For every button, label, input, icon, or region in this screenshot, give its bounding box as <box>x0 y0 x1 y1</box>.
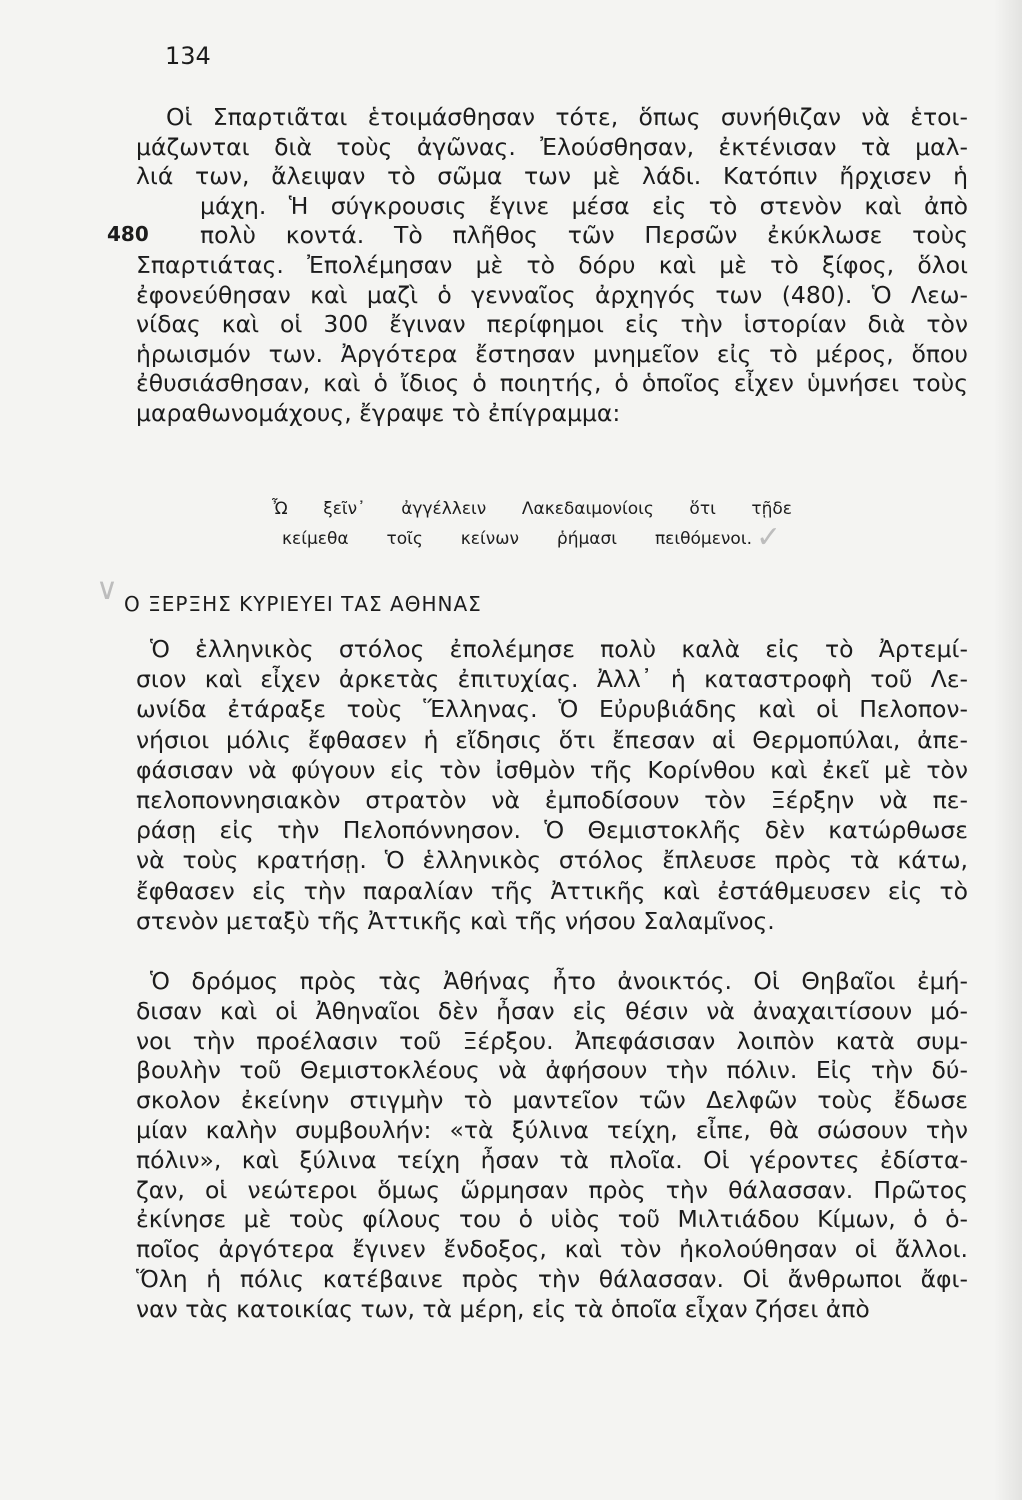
page-number: 134 <box>165 42 211 70</box>
text-line: σκολον ἐκείνην στιγμὴν τὸ μαντεῖον τῶν Δελφῶν τοὺς ἔδωσε <box>136 1086 968 1115</box>
text-line: ράσῃ εἰς τὴν Πελοπόννησον. Ὁ Θεμιστοκλῆς δὲν κατώρθωσε <box>136 816 968 845</box>
text-line: ἐκίνησε μὲ τοὺς φίλους του ὁ υἱὸς τοῦ Μιλτιάδου Κίμων, ὁ ὁ- <box>136 1205 968 1234</box>
text-line: σιον καὶ εἶχεν ἀρκετὰς ἐπιτυχίας. Ἀλλ᾿ ἡ καταστροφὴ τοῦ Λε- <box>136 665 968 694</box>
text-line: ωνίδα ἐτάραξε τοὺς Ἕλληνας. Ὁ Εὐρυβιάδης καὶ οἱ Πελοπον- <box>136 695 968 724</box>
text-line: Ὅλη ἡ πόλις κατέβαινε πρὸς τὴν θάλασσαν. Οἱ ἄνθρωποι ἄφι- <box>136 1265 968 1293</box>
section-heading: Ο ΞΕΡΞΗΣ ΚΥΡΙΕΥΕΙ ΤΑΣ ΑΘΗΝΑΣ <box>124 592 482 616</box>
text-line: μαραθωνομάχους, ἔγραψε τὸ ἐπίγραμμα: <box>136 399 621 427</box>
pencil-checkmark-icon: ✓ <box>756 520 782 555</box>
text-line: νοι τὴν προέλασιν τοῦ Ξέρξου. Ἀπεφάσισαν λοιπὸν κατὰ συμ- <box>136 1026 968 1055</box>
text-line: ἔφθασεν εἰς τὴν παραλίαν τῆς Ἀττικῆς καὶ ἐστάθμευσεν εἰς τὸ <box>136 876 968 905</box>
text-line: μάζωνται διὰ τοὺς ἀγῶνας. Ἐλούσθησαν, ἐκτένισαν τὰ μαλ- <box>136 132 968 161</box>
text-line: Ὁ δρόμος πρὸς τὰς Ἀθήνας ἦτο ἀνοικτός. Οἱ Θηβαῖοι ἐμή- <box>150 967 968 995</box>
text-line: ἐθυσιάσθησαν, καὶ ὁ ἴδιος ὁ ποιητής, ὁ ὁποῖος εἶχεν ὑμνήσει τοὺς <box>136 369 968 398</box>
page-edge-shadow <box>994 0 1022 1500</box>
text-line: ποῖος ἀργότερα ἔγινεν ἔνδοξος, καὶ τὸν ἠκολούθησαν οἱ ἄλλοι. <box>136 1235 968 1264</box>
text-line: Ὁ ἑλληνικὸς στόλος ἐπολέμησε πολὺ καλὰ εἰς τὸ Ἀρτεμί- <box>150 635 968 663</box>
text-line: Οἱ Σπαρτιᾶται ἑτοιμάσθησαν τότε, ὅπως συνήθιζαν νὰ ἑτοι- <box>166 103 968 131</box>
text-line: λιά των, ἄλειψαν τὸ σῶμα των μὲ λάδι. Κατόπιν ἤρχισεν ἡ <box>136 162 968 191</box>
text-line: νήσιοι μόλις ἔφθασεν ἡ εἴδησις ὅτι ἔπεσαν αἱ Θερμοπύλαι, ἀπε- <box>136 725 968 754</box>
text-line: ναν τὰς κατοικίας των, τὰ μέρη, εἰς τὰ ὁποῖα εἶχαν ζήσει ἀπὸ <box>136 1294 870 1323</box>
text-line: στενὸν μεταξὺ τῆς Ἀττικῆς καὶ τῆς νήσου Σαλαμῖνος. <box>136 906 775 935</box>
pencil-mark-icon: ∨ <box>96 572 118 607</box>
text-line: μίαν καλὴν συμβουλήν: «τὰ ξύλινα τείχη, εἶπε, θὰ σώσουν τὴν <box>136 1116 968 1144</box>
text-line: ἡρωισμόν των. Ἀργότερα ἔστησαν μνημεῖον εἰς τὸ μέρος, ὅπου <box>136 339 968 368</box>
text-line: νίδας καὶ οἱ 300 ἔγιναν περίφημοι εἰς τὴν ἱστορίαν διὰ τὸν <box>136 310 968 339</box>
text-line: βουλὴν τοῦ Θεμιστοκλέους νὰ ἀφήσουν τὴν πόλιν. Εἰς τὴν δύ- <box>136 1056 968 1085</box>
text-line: φάσισαν νὰ φύγουν εἰς τὸν ἰσθμὸν τῆς Κορίνθου καὶ ἐκεῖ μὲ τὸν <box>136 755 968 784</box>
text-line: κείμεθα τοῖς κείνων ῥήμασι πειθόμενοι. <box>282 529 752 549</box>
margin-year-note: 480 <box>107 222 149 246</box>
text-line: μάχη. Ἡ σύγκρουσις ἔγινε μέσα εἰς τὸ στενὸν καὶ ἀπὸ <box>200 191 968 220</box>
text-line: πολὺ κοντά. Τὸ πλῆθος τῶν Περσῶν ἐκύκλωσε τοὺς <box>200 221 968 250</box>
text-line: ἐφονεύθησαν καὶ μαζὶ ὁ γενναῖος ἀρχηγός των (480). Ὁ Λεω- <box>136 280 968 309</box>
text-line: Σπαρτιάτας. Ἐπολέμησαν μὲ τὸ δόρυ καὶ μὲ τὸ ξίφος, ὅλοι <box>136 251 968 279</box>
text-line: δισαν καὶ οἱ Ἀθηναῖοι δὲν ἦσαν εἰς θέσιν νὰ ἀναχαιτίσουν μό- <box>136 996 968 1025</box>
text-line: ζαν, οἱ νεώτεροι ὅμως ὥρμησαν πρὸς τὴν θάλασσαν. Πρῶτος <box>136 1175 968 1204</box>
text-line: πελοποννησιακὸν στρατὸν νὰ ἐμποδίσουν τὸν Ξέρξην νὰ πε- <box>136 786 968 814</box>
text-line: πόλιν», καὶ ξύλινα τείχη ἦσαν τὰ πλοῖα. Οἱ γέροντες ἐδίστα- <box>136 1145 968 1174</box>
text-line: Ὦ ξεῖν᾿ ἀγγέλλειν Λακεδαιμονίοις ὅτι τῇδε <box>272 499 792 519</box>
text-line: νὰ τοὺς κρατήσῃ. Ὁ ἑλληνικὸς στόλος ἔπλευσε πρὸς τὰ κάτω, <box>136 846 968 875</box>
